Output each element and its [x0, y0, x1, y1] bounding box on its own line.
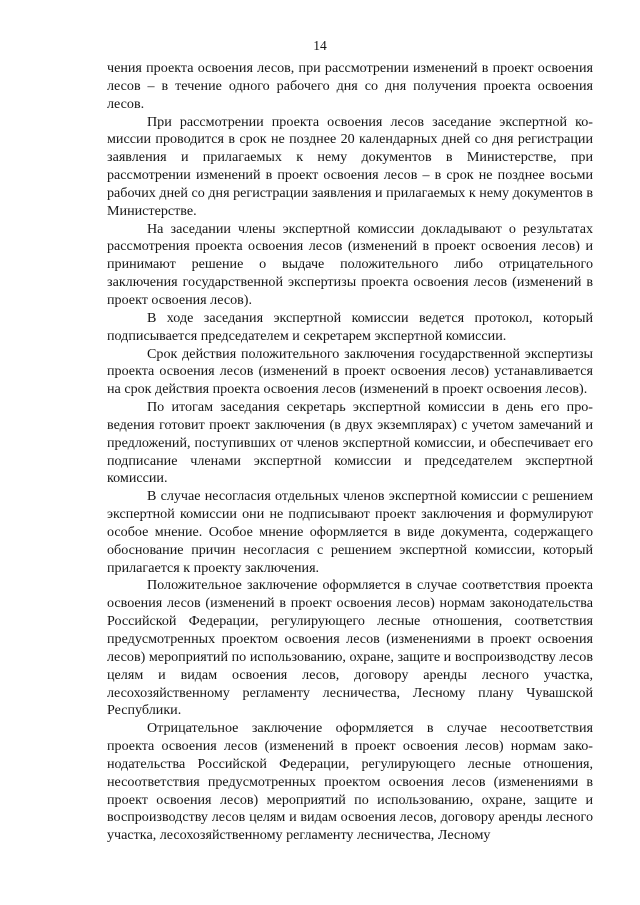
paragraph: По итогам заседания секретарь экспертной комиссии в день его проведения готовит проект заключения (в двух экземплярах) с учетом замечаний и предложений, поступивших от членов экспертной комиссии, и обеспечивает его подписание членами экспертной комиссии и председателем экспертной комиссии. — [107, 399, 593, 487]
document-body — [107, 60, 593, 845]
page-number: 14 — [313, 38, 327, 53]
paragraph: При рассмотрении проекта освоения лесов заседание экспертной комиссии проводится в срок не позднее 20 календарных дней со дня регистрации заявления и прилагаемых к нему документов в Министерстве, при рассмотрении изменений в проект освоения лесов – в срок не позднее восьми рабочих дней со дня регистрации заявления и прилагаемых к нему документов в Министерстве. — [107, 113, 593, 219]
paragraph: В случае несогласия отдельных членов экспертной комиссии с решением экспертной комиссии они не подписывают проект заключения и формулируют особое мнение. Особое мнение оформляется в виде документа, содержащего обоснование причин несогласия с решением экспертной комиссии, который прилагается к проекту заключения. — [107, 488, 593, 576]
paragraph: Положительное заключение оформляется в случае соответствия проекта освоения лесов (изменений в проект освоения лесов) нормам законодательства Российской Федерации, регулирующего лесные отношения, соответствия предусмотренных проектом освоения лесов (изменениями в проект освоения лесов) мероприятий по использованию, охране, защите и воспроизводству лесов целям и видам освоения лесов, договору аренды лесного участка, лесохозяйственному регламенту лесничества, Лесному плану Чувашской Республики. — [107, 577, 593, 719]
paragraph: Отрицательное заключение оформляется в случае несоответствия проекта освоения лесов (изменений в проект освоения лесов) нормам законодательства Российской Федерации, регулирующего лесные отношения, несоответствия предусмотренных проектом освоения лесов (изменениями в проект освоения лесов) мероприятий по использованию, охране, защите и воспроизводству лесов целям и видам освоения лесов, договору аренды лесного участка, лесохозяйственному регламенту лесничества, Лесному — [107, 720, 593, 844]
paragraph: чения проекта освоения лесов, при рассмотрении изменений в проект освоения лесов – в течение одного рабочего дня со дня получения проекта освоения лесов. — [107, 60, 593, 112]
paragraph: В ходе заседания экспертной комиссии ведется протокол, который подписывается председателем и секретарем экспертной комиссии. — [107, 309, 593, 344]
paragraph: На заседании члены экспертной комиссии докладывают о результатах рассмотрения проекта освоения лесов (изменений в проект освоения лесов) и принимают решение о выдаче положительного либо отрицательного заключения государственной экспертизы проекта освоения лесов (изменений в проект освоения лесов). — [107, 220, 593, 308]
paragraph: Срок действия положительного заключения государственной экспертизы проекта освоения лесов (изменений в проект освоения лесов) устанавливается на срок действия проекта освоения лесов (изменений в проект освоения лесов). — [107, 345, 593, 398]
